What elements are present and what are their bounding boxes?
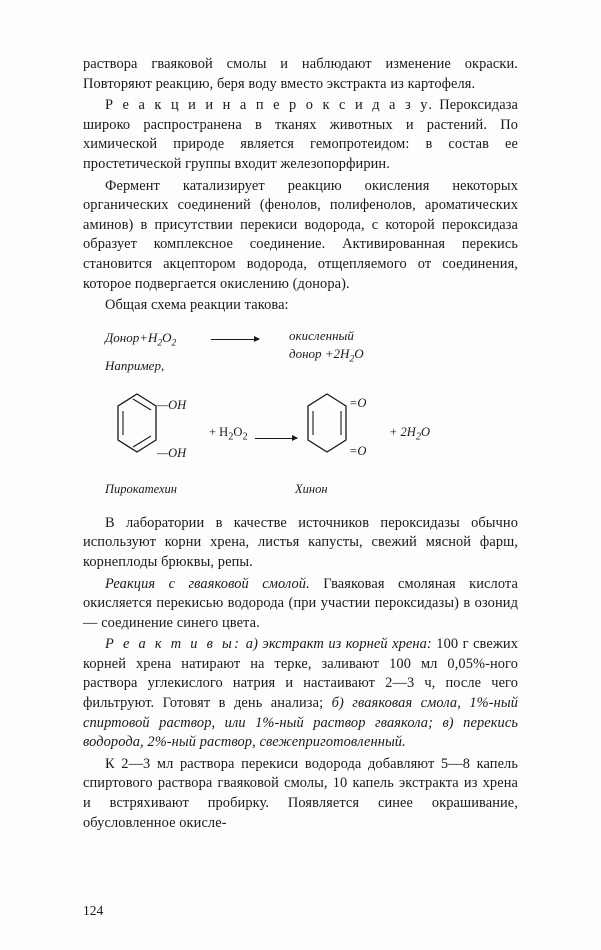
quinone-o-bottom: =O xyxy=(349,443,367,458)
paragraph-8: К 2—3 мл раствора перекиси водорода добавляют 5—8 капель спиртового раствора гваяковой смолы, 10 капель экстракта из хрена и встряхивают пробирку. Появляется синее окрашивание, обусловленное окисле- xyxy=(83,755,518,831)
paragraph-6 xyxy=(83,575,518,634)
paragraph-3: Фермент катализирует реакцию окисления некоторых органических соединений (фенолов, полифенолов, ароматических аминов) в присутствии перекиси водорода, с которой пероксидаза образует комплексное соединение. Активированная перекись становится акцептором водорода, отщепляемого от соединения, которое подвергается окислению (донора). xyxy=(83,177,518,292)
scheme-donor-label: $Донор+H_2O_2$ xyxy=(105,329,177,349)
paragraph-5: В лаборатории в качестве источников пероксидазы обычно используют корни хрена, листья капусты, свежий мясной фарш, корнеплоды брюквы, репы. xyxy=(83,514,518,570)
scheme-example-label: Например, xyxy=(105,357,165,373)
quinone-o-top: =O xyxy=(349,395,367,410)
reagent-a-label: а) экстракт из корней хрена: xyxy=(245,636,432,653)
paragraph-2 xyxy=(83,96,518,174)
catechol-ring-icon xyxy=(115,392,155,456)
reaction-scheme xyxy=(83,327,518,506)
paragraph-4: Общая схема реакции такова: xyxy=(105,297,289,314)
reaction-heading: Р е а к ц и и н а п е р о к с и д а з у. xyxy=(105,97,435,114)
quinone-name: Хинон xyxy=(295,481,328,496)
reagent-b-text: б) гваяковая смола, 1%-ный спиртовой раствор, или 1%-ный раствор гваякола; в) перекись водорода, 2%-ный раствор, свежеприготовленный. xyxy=(83,695,518,751)
reagents-heading: Р е а к т и в ы: xyxy=(105,636,242,653)
catechol-oh-top: —OH xyxy=(157,397,187,412)
scheme-reagent-label: + $H_2O_2$ xyxy=(209,424,248,443)
scheme-oxidized-label-2: донор $+2H_2O$ xyxy=(289,345,364,365)
paragraph-2-text: Пероксидаза широко распространена в тканях животных и растений. По химической природе является гемопротеидом: в состав ее простетической группы входит железопорфирин. xyxy=(83,97,518,172)
guaiac-reaction-heading: Реакция с гваяковой смолой. xyxy=(105,575,310,592)
catechol-name: Пирокатехин xyxy=(105,481,177,496)
scheme-product-label: + $2H_2O$ xyxy=(389,424,431,443)
scheme-arrow-top xyxy=(211,339,259,340)
scheme-arrow-middle xyxy=(255,438,297,439)
paragraph-6-text: Гваяковая смоляная кислота окисляется перекисью водорода (при участии пероксидазы) в озонид — соединение синего цвета. xyxy=(83,575,518,631)
paragraph-1: раствора гваяковой смолы и наблюдают изменение окраски. Повторяют реакцию, беря воду вместо экстракта из картофеля. xyxy=(83,56,518,92)
page-number: 124 xyxy=(83,903,104,918)
paragraph-7 xyxy=(83,635,518,753)
reagent-a-text: 100 г свежих корней хрена натирают на терке, заливают 100 мл 0,05%-ного раствора углекислого натрия и настаивают 2—3 ч, после чего фильтруют. Готовят в день анализа; xyxy=(83,636,518,712)
catechol-oh-bottom: —OH xyxy=(157,445,187,460)
page-body xyxy=(83,55,518,833)
scheme-oxidized-label-1: окисленный xyxy=(289,327,354,343)
quinone-ring-icon xyxy=(305,392,345,456)
